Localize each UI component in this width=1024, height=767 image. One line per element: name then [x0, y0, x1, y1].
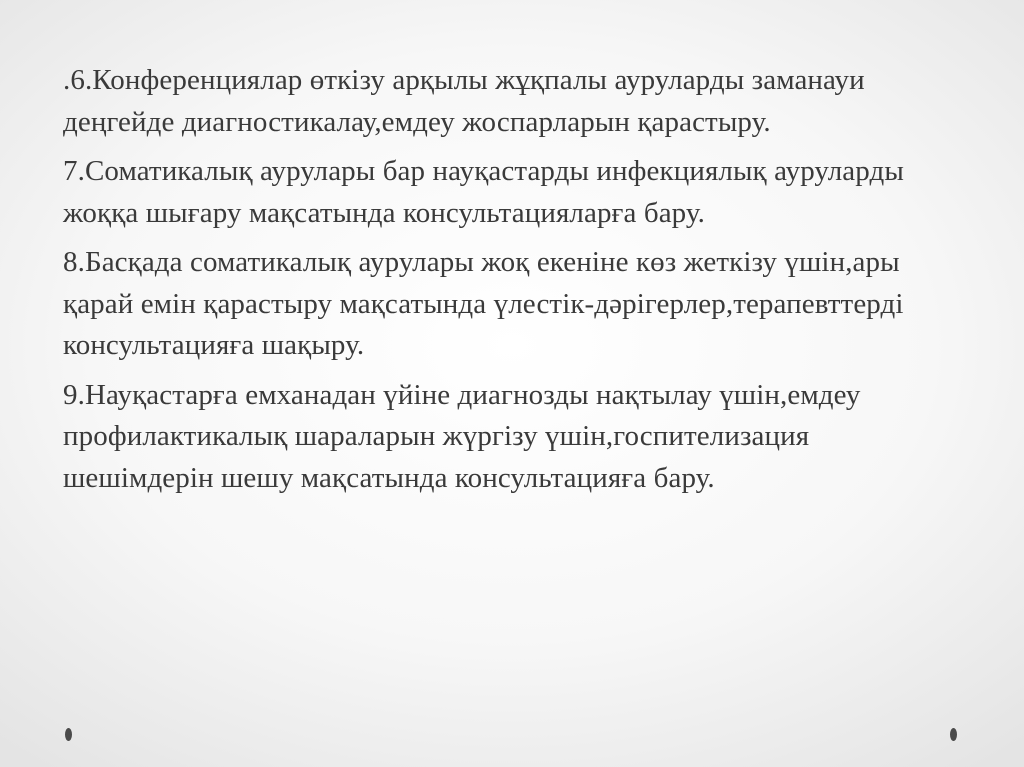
- slide-body: [63, 60, 943, 507]
- decorative-dot-right: [950, 728, 957, 741]
- paragraph-9: 9.Науқастарға емханадан үйіне диагнозды нақтылау үшін,емдеу профилактикалық шараларын жүргізу үшін,госпителизация шешімдерін шешу мақсатында консультацияға бару.: [63, 378, 861, 494]
- decorative-dot-left: [65, 728, 72, 741]
- paragraph-6: .6.Конференциялар өткізу арқылы жұқпалы ауруларды заманауи деңгейде диагностикалау,емдеу жоспарларын қарастыру.: [63, 64, 865, 138]
- paragraph-7: 7.Соматикалық аурулары бар науқастарды инфекциялық ауруларды жоққа шығару мақсатында консультацияларға бару.: [63, 155, 904, 229]
- paragraph-8: 8.Басқада соматикалық аурулары жоқ екеніне көз жеткізу үшін,ары қарай емін қарастыру мақсатында үлестік-дәрігерлер,терапевттерді консультацияға шақыру.: [63, 246, 904, 361]
